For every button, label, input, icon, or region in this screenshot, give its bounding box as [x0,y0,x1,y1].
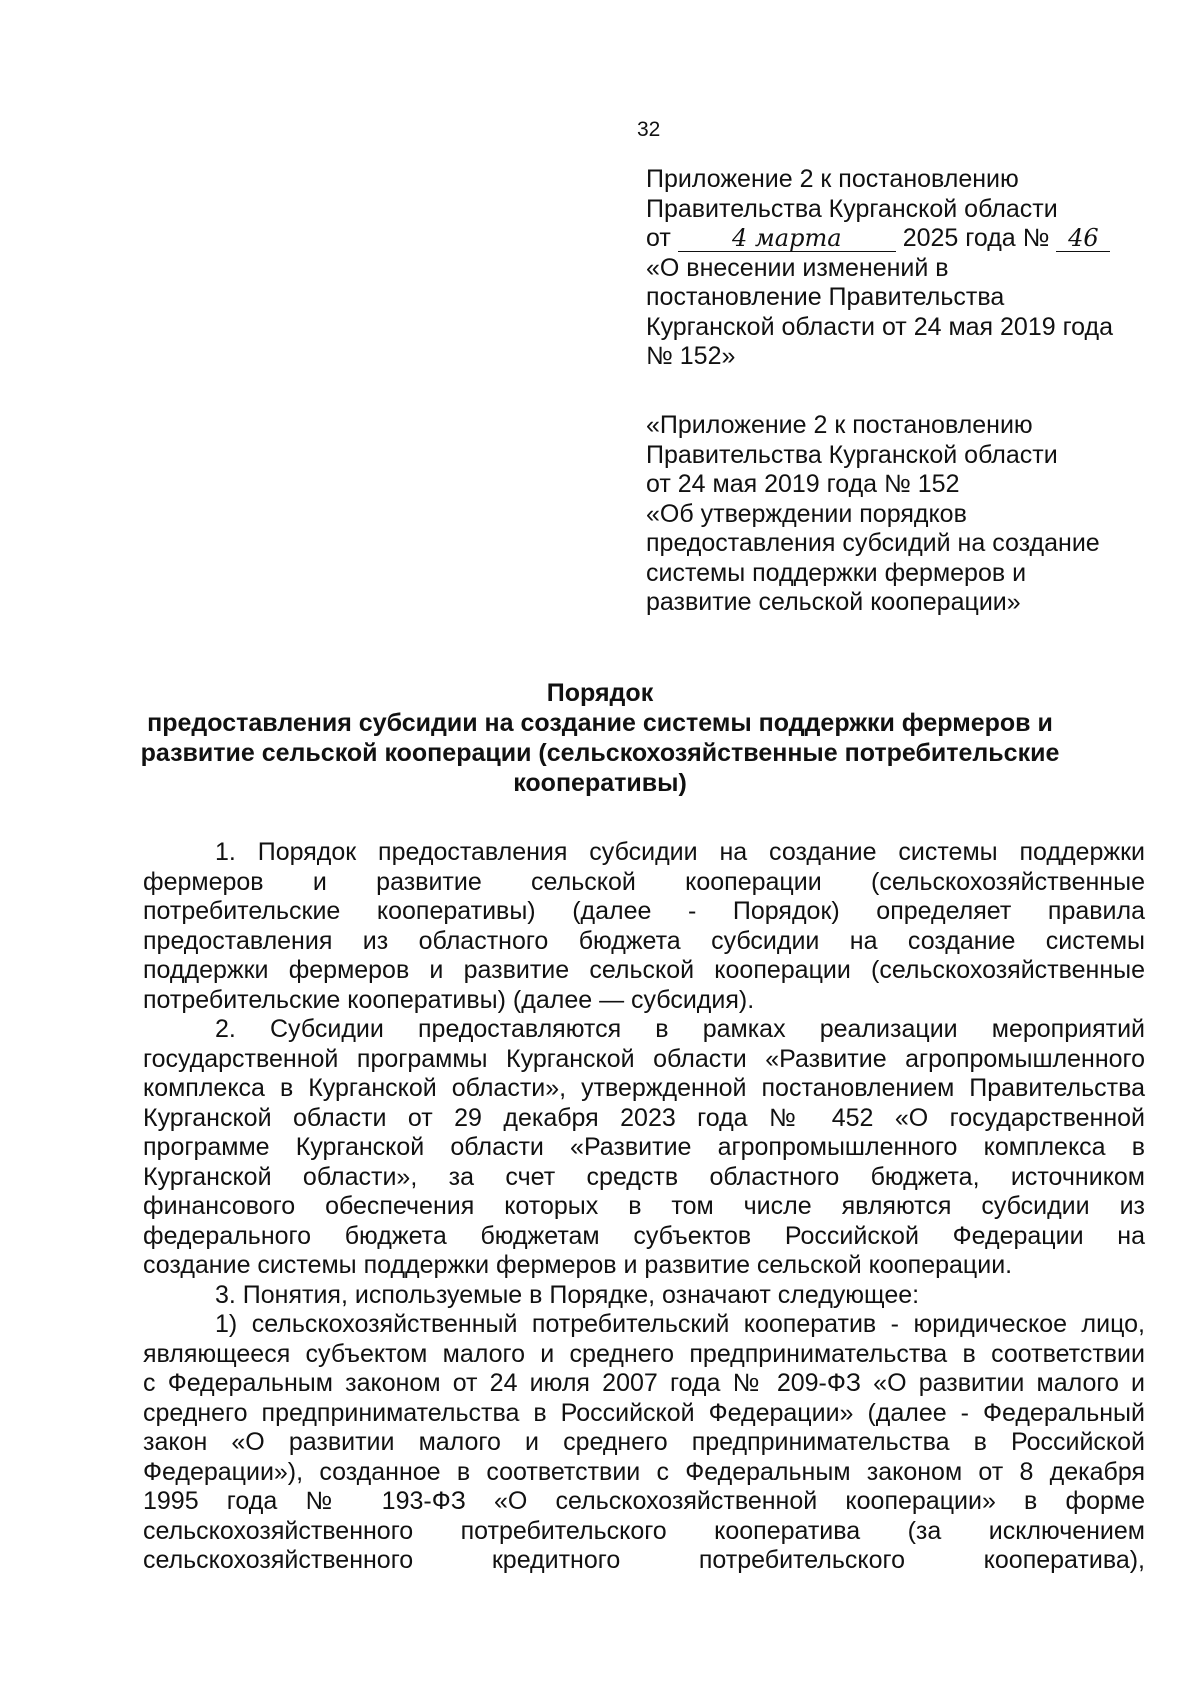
attachment-line: «О внесении изменений в [646,253,949,282]
paragraph-line: закон «О развитии малого и среднего предпринимательства в Российской [143,1428,1145,1456]
paragraph-line: фермеров и развитие сельской кооперации (сельскохозяйственные [143,867,1145,896]
title-heading: Порядок [546,679,654,707]
attachment-line: постановление Правительства [646,283,1005,311]
handwritten-number-field [1056,226,1110,252]
title-subtitle-line: развитие сельской кооперации (сельскохозяйственные потребительские [140,739,1060,767]
document-title [140,678,1060,798]
date-suffix: 2025 года № [902,224,1050,252]
attachment-line: Курганской области от 24 мая 2019 года [646,312,1114,341]
paragraph-line: федерального бюджета бюджетам субъектов Российской Федерации на [143,1221,1145,1250]
title-subtitle-line: предоставления субсидии на создание системы поддержки фермеров и [147,709,1053,737]
attachment-date-line [646,224,1113,254]
attachment-line: Правительства Курганской области [646,194,1058,223]
paragraph-line: комплекса в Курганской области», утвержденной постановлением Правительства [143,1074,1145,1102]
paragraph-line: 2. Субсидии предоставляются в рамках реализации мероприятий [215,1015,1145,1043]
paragraph-line: 1) сельскохозяйственный потребительский кооператив - юридическое лицо, [215,1310,1145,1338]
attachment-line: «Об утверждении порядков [646,499,967,528]
handwritten-date-field [678,226,896,252]
paragraph-line: 1995 года № 193-ФЗ «О сельскохозяйственной кооперации» в форме [143,1487,1145,1515]
attachment-line: от 24 мая 2019 года № 152 [646,470,960,498]
paragraph-line: 3. Понятия, используемые в Порядке, означают следующее: [215,1280,920,1309]
paragraph-line: с Федеральным законом от 24 июля 2007 года № 209-ФЗ «О развитии малого и [143,1369,1145,1397]
paragraph-line: Федерации»), созданное в соответствии с Федеральным законом от 8 декабря [143,1457,1145,1486]
paragraph-line: поддержки фермеров и развитие сельской кооперации (сельскохозяйственные [143,956,1145,984]
paragraph-line: являющееся субъектом малого и среднего предпринимательства в соответствии [143,1339,1145,1368]
date-prefix: от [646,224,671,252]
attachment-header-original [646,411,1100,618]
paragraph-line: сельскохозяйственного потребительского кооператива (за исключением [143,1516,1145,1545]
body-text [143,838,1145,1576]
paragraph-line: финансового обеспечения которых в том числе являются субсидии из [143,1192,1145,1220]
attachment-line: системы поддержки фермеров и [646,558,1027,587]
paragraph-line: 1. Порядок предоставления субсидии на создание системы поддержки [215,838,1145,866]
paragraph-line: потребительские кооперативы) (далее — субсидия). [143,985,755,1014]
paragraph-line: среднего предпринимательства в Российской Федерации» (далее - Федеральный [143,1398,1145,1427]
paragraph-line: потребительские кооперативы) (далее - Порядок) определяет правила [143,897,1145,925]
title-subtitle-line: кооперативы) [513,769,687,797]
paragraph-line: Курганской области от 29 декабря 2023 года № 452 «О государственной [143,1103,1145,1132]
paragraph-line: Курганской области», за счет средств областного бюджета, источником [143,1162,1145,1191]
paragraph-line: программе Курганской области «Развитие агропромышленного комплекса в [143,1133,1145,1161]
handwritten-number: 46 [1068,224,1099,252]
paragraph-line: сельскохозяйственного кредитного потребительского кооператива), [143,1546,1145,1574]
handwritten-date: 4 марта [731,224,842,252]
attachment-line: № 152» [646,342,736,370]
attachment-line: предоставления субсидий на создание [646,529,1100,557]
paragraph-line: создание системы поддержки фермеров и развитие сельской кооперации. [143,1251,1013,1279]
paragraph-line: государственной программы Курганской области «Развитие агропромышленного [143,1044,1145,1073]
attachment-line: «Приложение 2 к постановлению [646,411,1033,439]
paragraph-line: предоставления из областного бюджета субсидии на создание системы [143,926,1145,955]
attachment-line: Правительства Курганской области [646,440,1058,469]
page-number: 32 [637,118,661,141]
attachment-line: развитие сельской кооперации» [646,588,1021,616]
attachment-header-current [646,165,1113,372]
attachment-line: Приложение 2 к постановлению [646,165,1019,193]
